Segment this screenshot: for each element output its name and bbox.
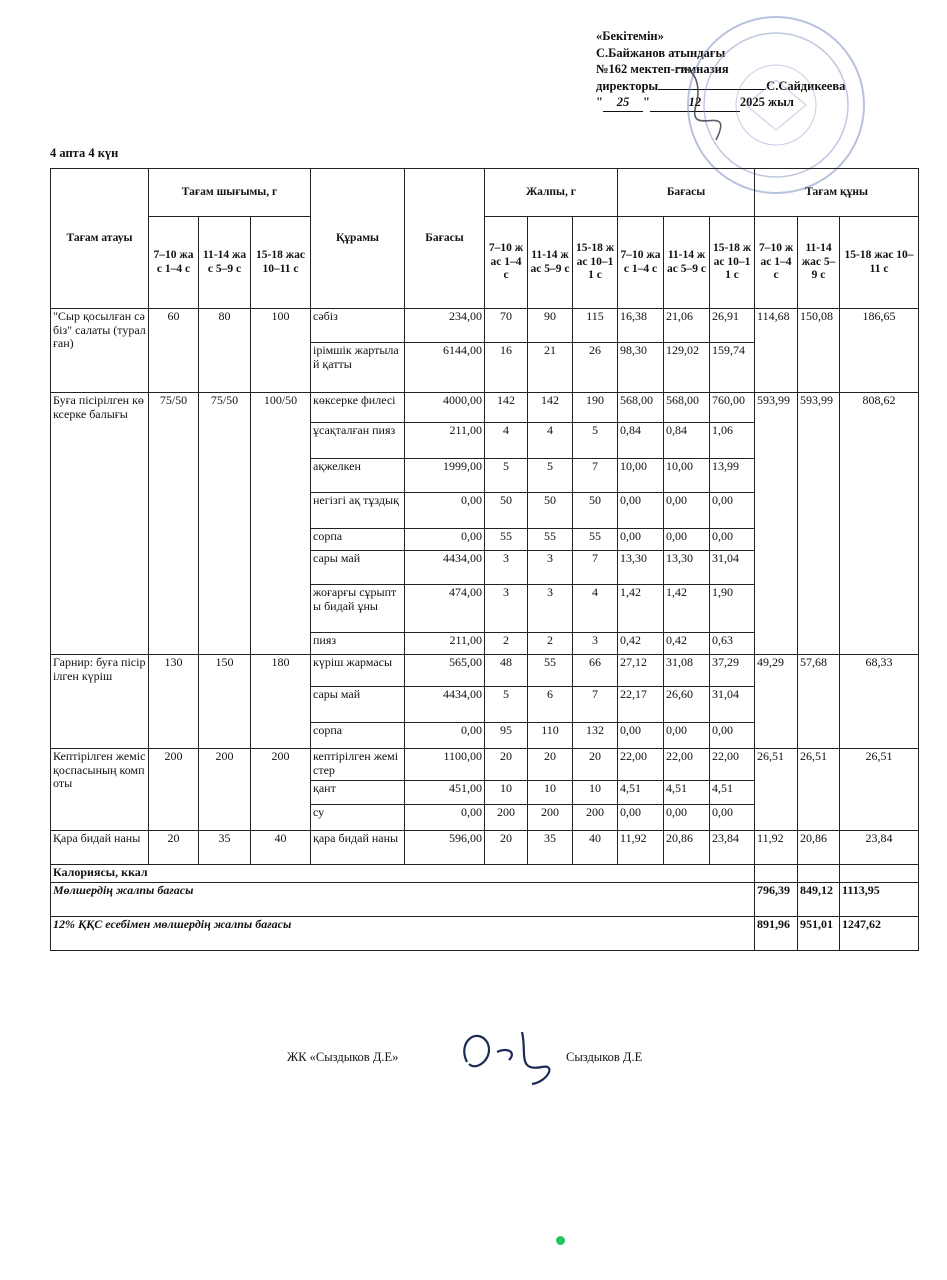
ingredient-cost: 0,42 (618, 633, 664, 655)
header-age: 7–10 жас 1–4 с (485, 217, 528, 309)
ingredient-cost: 568,00 (664, 393, 710, 423)
ingredient-cost: 0,84 (664, 423, 710, 459)
dish-name: Гарнир: буға пісірілген күріш (51, 655, 149, 749)
table-row (51, 655, 919, 687)
ingredient-cost: 26,60 (664, 687, 710, 723)
dish-cost: 26,51 (798, 749, 840, 831)
dish-yield: 180 (251, 655, 311, 749)
dish-yield: 35 (199, 831, 251, 865)
total-value: 1113,95 (840, 883, 919, 917)
ingredient-cost: 0,00 (618, 493, 664, 529)
vat-label: 12% ҚҚС есебімен мөлшердің жалпы бағасы (51, 917, 755, 951)
ingredient-cost: 0,00 (664, 805, 710, 831)
header-age: 11-14 жас 5–9 с (664, 217, 710, 309)
vat-value: 1247,62 (840, 917, 919, 951)
ingredient-price: 1999,00 (405, 459, 485, 493)
ingredient-gross: 20 (485, 831, 528, 865)
ingredient-cost: 13,30 (664, 551, 710, 585)
header-composition: Құрамы (311, 169, 405, 309)
ingredient-cost: 22,00 (618, 749, 664, 781)
ingredient-gross: 55 (573, 529, 618, 551)
ingredient-name: кептірілген жемістер (311, 749, 405, 781)
ingredient-cost: 568,00 (618, 393, 664, 423)
ingredient-gross: 2 (528, 633, 573, 655)
table-row (51, 883, 919, 917)
ingredient-name: сары май (311, 687, 405, 723)
ingredient-gross: 7 (573, 551, 618, 585)
header-age: 15-18 жас 10–11 с (251, 217, 311, 309)
ingredient-name: қара бидай наны (311, 831, 405, 865)
table-row (51, 749, 919, 781)
dish-cost: 68,33 (840, 655, 919, 749)
ingredient-cost: 0,00 (710, 529, 755, 551)
header-age: 11-14 жас 5–9 с (798, 217, 840, 309)
ingredient-price: 596,00 (405, 831, 485, 865)
ingredient-gross: 50 (573, 493, 618, 529)
ingredient-name: күріш жармасы (311, 655, 405, 687)
day-title: 4 апта 4 күн (50, 146, 119, 160)
approval-director-line: директоры С.Сайдикеева (596, 78, 846, 93)
total-value: 796,39 (755, 883, 798, 917)
ingredient-cost: 31,04 (710, 687, 755, 723)
ingredient-price: 234,00 (405, 309, 485, 343)
ingredient-gross: 3 (485, 585, 528, 633)
ingredient-cost: 23,84 (710, 831, 755, 865)
header-yield: Тағам шығымы, г (149, 169, 311, 217)
dish-cost: 11,92 (755, 831, 798, 865)
ingredient-gross: 40 (573, 831, 618, 865)
ingredient-gross: 5 (528, 459, 573, 493)
ingredient-cost: 21,06 (664, 309, 710, 343)
header-age: 7–10 жас 1–4 с (755, 217, 798, 309)
ingredient-gross: 90 (528, 309, 573, 343)
ingredient-cost: 4,51 (710, 781, 755, 805)
ingredient-gross: 110 (528, 723, 573, 749)
header-gross: Жалпы, г (485, 169, 618, 217)
total-value: 849,12 (798, 883, 840, 917)
header-name: Тағам атауы (51, 169, 149, 309)
status-dot-icon (556, 1236, 565, 1245)
ingredient-gross: 115 (573, 309, 618, 343)
ingredient-gross: 4 (485, 423, 528, 459)
ingredient-name: сары май (311, 551, 405, 585)
ingredient-gross: 3 (573, 633, 618, 655)
ingredient-name: ірімшік жартылай қатты (311, 343, 405, 393)
dish-cost: 150,08 (798, 309, 840, 393)
ingredient-name: сәбіз (311, 309, 405, 343)
ingredient-cost: 31,04 (710, 551, 755, 585)
table-row (51, 309, 919, 343)
ingredient-name: сорпа (311, 723, 405, 749)
table-row (51, 831, 919, 865)
header-age: 11-14 жас 5–9 с (528, 217, 573, 309)
dish-yield: 20 (149, 831, 199, 865)
ingredient-price: 4434,00 (405, 551, 485, 585)
ingredient-name: қант (311, 781, 405, 805)
ingredient-gross: 3 (528, 551, 573, 585)
ingredient-cost: 27,12 (618, 655, 664, 687)
dish-yield: 75/50 (149, 393, 199, 655)
ingredient-price: 211,00 (405, 423, 485, 459)
menu-table (50, 168, 919, 951)
ingredient-cost: 0,00 (618, 529, 664, 551)
calories-label: Калориясы, ккал (51, 865, 755, 883)
ingredient-gross: 10 (573, 781, 618, 805)
dish-yield: 40 (251, 831, 311, 865)
dish-cost: 114,68 (755, 309, 798, 393)
ingredient-gross: 4 (573, 585, 618, 633)
dish-cost: 186,65 (840, 309, 919, 393)
ingredient-cost: 0,63 (710, 633, 755, 655)
ingredient-price: 565,00 (405, 655, 485, 687)
ingredient-cost: 129,02 (664, 343, 710, 393)
ingredient-name: ұсақталған пияз (311, 423, 405, 459)
calories-value (755, 865, 798, 883)
ingredient-price: 0,00 (405, 529, 485, 551)
ingredient-cost: 0,00 (664, 723, 710, 749)
ingredient-gross: 50 (485, 493, 528, 529)
ingredient-gross: 55 (485, 529, 528, 551)
dish-cost: 593,99 (755, 393, 798, 655)
ingredient-gross: 21 (528, 343, 573, 393)
ingredient-cost: 0,00 (710, 723, 755, 749)
ingredient-cost: 10,00 (664, 459, 710, 493)
ingredient-gross: 142 (528, 393, 573, 423)
dish-name: Кептірілген жеміс қоспасының компоты (51, 749, 149, 831)
ingredient-gross: 95 (485, 723, 528, 749)
ingredient-cost: 1,42 (618, 585, 664, 633)
ingredient-cost: 4,51 (664, 781, 710, 805)
dish-cost: 808,62 (840, 393, 919, 655)
approval-line: «Бекітемін» (596, 29, 664, 43)
dish-yield: 80 (199, 309, 251, 393)
ingredient-cost: 159,74 (710, 343, 755, 393)
table-row (51, 865, 919, 883)
dish-cost: 49,29 (755, 655, 798, 749)
ingredient-cost: 22,00 (664, 749, 710, 781)
footer-org: ЖК «Сыздыков Д.Е» (287, 1050, 399, 1064)
ingredient-gross: 190 (573, 393, 618, 423)
dish-yield: 200 (199, 749, 251, 831)
ingredient-cost: 16,38 (618, 309, 664, 343)
ingredient-name: көксерке филесі (311, 393, 405, 423)
ingredient-gross: 35 (528, 831, 573, 865)
ingredient-cost: 0,00 (710, 805, 755, 831)
header-age: 15-18 жас 10–11 с (710, 217, 755, 309)
ingredient-cost: 0,84 (618, 423, 664, 459)
ingredient-cost: 98,30 (618, 343, 664, 393)
ingredient-cost: 26,91 (710, 309, 755, 343)
approval-line: №162 мектеп-гимназия (596, 62, 729, 76)
ingredient-gross: 7 (573, 459, 618, 493)
dish-cost: 26,51 (840, 749, 919, 831)
ingredient-name: су (311, 805, 405, 831)
ingredient-price: 0,00 (405, 723, 485, 749)
ingredient-cost: 0,42 (664, 633, 710, 655)
ingredient-gross: 20 (528, 749, 573, 781)
ingredient-cost: 0,00 (618, 723, 664, 749)
ingredient-gross: 26 (573, 343, 618, 393)
dish-name: Буға пісірілген көксерке балығы (51, 393, 149, 655)
footer-signature (287, 1044, 687, 1104)
ingredient-gross: 48 (485, 655, 528, 687)
ingredient-gross: 70 (485, 309, 528, 343)
header-age: 15-18 жас 10–11 с (840, 217, 919, 309)
ingredient-cost: 760,00 (710, 393, 755, 423)
vat-value: 951,01 (798, 917, 840, 951)
ingredient-gross: 200 (573, 805, 618, 831)
ingredient-gross: 55 (528, 529, 573, 551)
header-price: Бағасы (405, 169, 485, 309)
ingredient-gross: 20 (485, 749, 528, 781)
ingredient-cost: 4,51 (618, 781, 664, 805)
ingredient-price: 0,00 (405, 493, 485, 529)
header-cost: Бағасы (618, 169, 755, 217)
ingredient-cost: 0,00 (664, 493, 710, 529)
header-dish-cost: Тағам құны (755, 169, 919, 217)
dish-yield: 60 (149, 309, 199, 393)
ingredient-gross: 16 (485, 343, 528, 393)
ingredient-price: 4434,00 (405, 687, 485, 723)
ingredient-gross: 200 (528, 805, 573, 831)
header-age: 7–10 жас 1–4 с (149, 217, 199, 309)
ingredient-gross: 50 (528, 493, 573, 529)
table-row (51, 393, 919, 423)
ingredient-gross: 5 (573, 423, 618, 459)
ingredient-price: 6144,00 (405, 343, 485, 393)
approval-date: " 25 " 12 2025 жыл (596, 94, 845, 112)
ingredient-name: жоғарғы сұрыпты бидай ұны (311, 585, 405, 633)
ingredient-gross: 3 (485, 551, 528, 585)
header-age: 7–10 жас 1–4 с (618, 217, 664, 309)
ingredient-cost: 10,00 (618, 459, 664, 493)
dish-yield: 150 (199, 655, 251, 749)
approval-line: С.Байжанов атындағы (596, 45, 726, 60)
dish-name: Қара бидай наны (51, 831, 149, 865)
ingredient-gross: 55 (528, 655, 573, 687)
ingredient-gross: 2 (485, 633, 528, 655)
dish-yield: 200 (251, 749, 311, 831)
signature-icon (447, 1022, 567, 1092)
ingredient-cost: 20,86 (664, 831, 710, 865)
ingredient-gross: 4 (528, 423, 573, 459)
dish-cost: 593,99 (798, 393, 840, 655)
calories-value (798, 865, 840, 883)
ingredient-cost: 0,00 (664, 529, 710, 551)
dish-yield: 100/50 (251, 393, 311, 655)
dish-cost: 23,84 (840, 831, 919, 865)
ingredient-gross: 10 (528, 781, 573, 805)
calories-value (840, 865, 919, 883)
ingredient-price: 474,00 (405, 585, 485, 633)
header-age: 15-18 жас 10–11 с (573, 217, 618, 309)
ingredient-cost: 13,99 (710, 459, 755, 493)
ingredient-price: 4000,00 (405, 393, 485, 423)
ingredient-name: сорпа (311, 529, 405, 551)
ingredient-cost: 1,06 (710, 423, 755, 459)
ingredient-cost: 13,30 (618, 551, 664, 585)
ingredient-cost: 11,92 (618, 831, 664, 865)
dish-cost: 26,51 (755, 749, 798, 831)
ingredient-gross: 142 (485, 393, 528, 423)
ingredient-price: 211,00 (405, 633, 485, 655)
vat-value: 891,96 (755, 917, 798, 951)
ingredient-name: негізгі ақ тұздық (311, 493, 405, 529)
total-label: Мөлшердің жалпы бағасы (51, 883, 755, 917)
ingredient-gross: 66 (573, 655, 618, 687)
ingredient-cost: 0,00 (710, 493, 755, 529)
ingredient-cost: 31,08 (664, 655, 710, 687)
ingredient-gross: 3 (528, 585, 573, 633)
ingredient-price: 0,00 (405, 805, 485, 831)
ingredient-name: ақжелкен (311, 459, 405, 493)
ingredient-gross: 5 (485, 459, 528, 493)
ingredient-gross: 10 (485, 781, 528, 805)
ingredient-cost: 37,29 (710, 655, 755, 687)
ingredient-name: пияз (311, 633, 405, 655)
ingredient-gross: 132 (573, 723, 618, 749)
ingredient-price: 1100,00 (405, 749, 485, 781)
dish-cost: 57,68 (798, 655, 840, 749)
ingredient-gross: 6 (528, 687, 573, 723)
ingredient-cost: 1,90 (710, 585, 755, 633)
dish-yield: 130 (149, 655, 199, 749)
header-age: 11-14 жас 5–9 с (199, 217, 251, 309)
footer-person: Сыздыков Д.Е (566, 1050, 643, 1064)
ingredient-gross: 5 (485, 687, 528, 723)
dish-name: "Сыр қосылған сәбіз" салаты (туралған) (51, 309, 149, 393)
ingredient-cost: 22,00 (710, 749, 755, 781)
ingredient-gross: 20 (573, 749, 618, 781)
dish-yield: 100 (251, 309, 311, 393)
table-row (51, 917, 919, 951)
ingredient-gross: 200 (485, 805, 528, 831)
ingredient-price: 451,00 (405, 781, 485, 805)
ingredient-cost: 22,17 (618, 687, 664, 723)
dish-yield: 75/50 (199, 393, 251, 655)
ingredient-gross: 7 (573, 687, 618, 723)
dish-yield: 200 (149, 749, 199, 831)
ingredient-cost: 0,00 (618, 805, 664, 831)
ingredient-cost: 1,42 (664, 585, 710, 633)
dish-cost: 20,86 (798, 831, 840, 865)
